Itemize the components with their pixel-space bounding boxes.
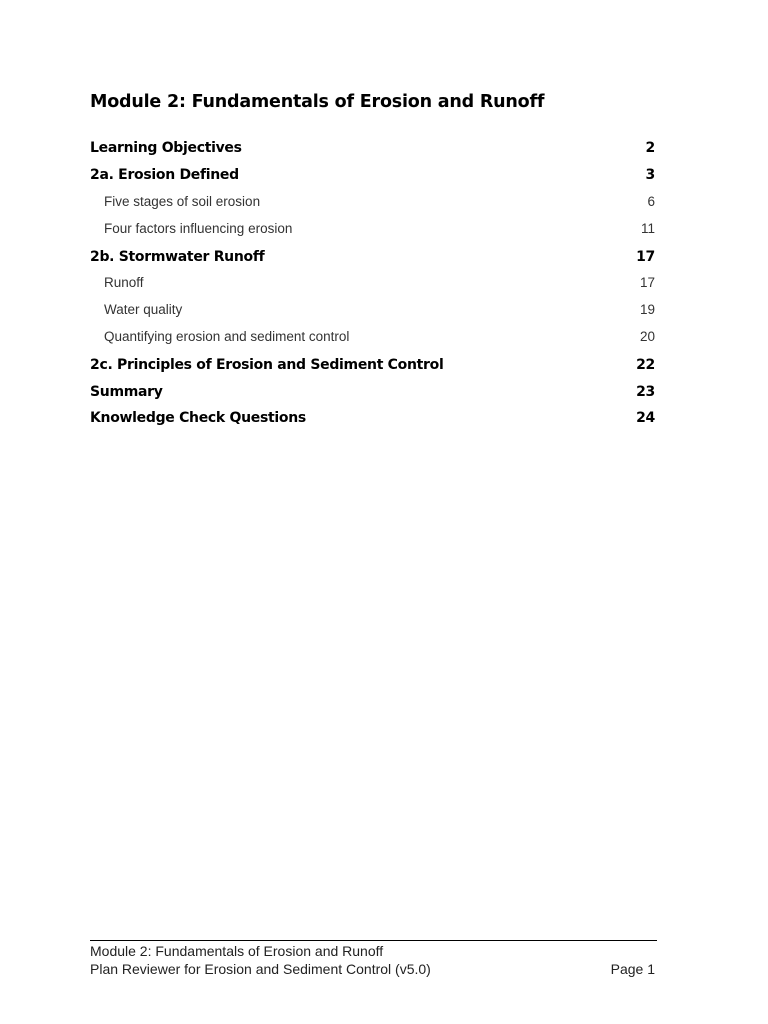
toc-entry-knowledge-check[interactable] [90, 410, 655, 434]
toc-entry-page: 19 [639, 302, 655, 317]
toc-entry-principles[interactable] [90, 357, 655, 381]
toc-entry-stormwater-runoff[interactable] [90, 249, 655, 273]
toc-entry-learning-objectives[interactable] [90, 140, 655, 164]
toc-entry-summary[interactable] [90, 384, 655, 408]
toc-entry-five-stages[interactable] [90, 194, 655, 218]
toc-entry-four-factors[interactable] [90, 221, 655, 245]
toc-entry-page: 20 [639, 329, 655, 344]
page-title: Module 2: Fundamentals of Erosion and Runoff [90, 92, 545, 112]
footer-module-title: Module 2: Fundamentals of Erosion and Runoff [90, 943, 384, 959]
toc-entry-page: 22 [636, 357, 655, 373]
toc-entry-label: Knowledge Check Questions [90, 410, 306, 426]
footer-course-title: Plan Reviewer for Erosion and Sediment Control (v5.0) [90, 961, 431, 977]
toc-entry-label: Summary [90, 384, 163, 400]
footer-divider [90, 940, 657, 941]
toc-entry-label: 2c. Principles of Erosion and Sediment Control [90, 357, 444, 373]
toc-entry-label: Runoff [104, 275, 144, 290]
toc-entry-label: Quantifying erosion and sediment control [104, 329, 350, 344]
toc-entry-page: 11 [640, 221, 655, 236]
toc-entry-page: 2 [645, 140, 655, 156]
toc-entry-page: 17 [639, 275, 655, 290]
toc-entry-label: Water quality [104, 302, 183, 317]
toc-entry-page: 23 [636, 384, 655, 400]
toc-entry-label: 2b. Stormwater Runoff [90, 249, 265, 265]
toc-entry-quantifying[interactable] [90, 329, 655, 353]
toc-entry-page: 6 [647, 194, 655, 209]
toc-entry-label: Four factors influencing erosion [104, 221, 293, 236]
toc-entry-label: Five stages of soil erosion [104, 194, 261, 209]
toc-entry-water-quality[interactable] [90, 302, 655, 326]
toc-entry-label: Learning Objectives [90, 140, 242, 156]
toc-entry-page: 24 [636, 410, 655, 426]
toc-entry-page: 3 [645, 167, 655, 183]
toc-entry-runoff[interactable] [90, 275, 655, 299]
toc-entry-erosion-defined[interactable] [90, 167, 655, 191]
footer-page-number: Page 1 [610, 961, 655, 977]
toc-entry-label: 2a. Erosion Defined [90, 167, 239, 183]
toc-entry-page: 17 [636, 249, 655, 265]
